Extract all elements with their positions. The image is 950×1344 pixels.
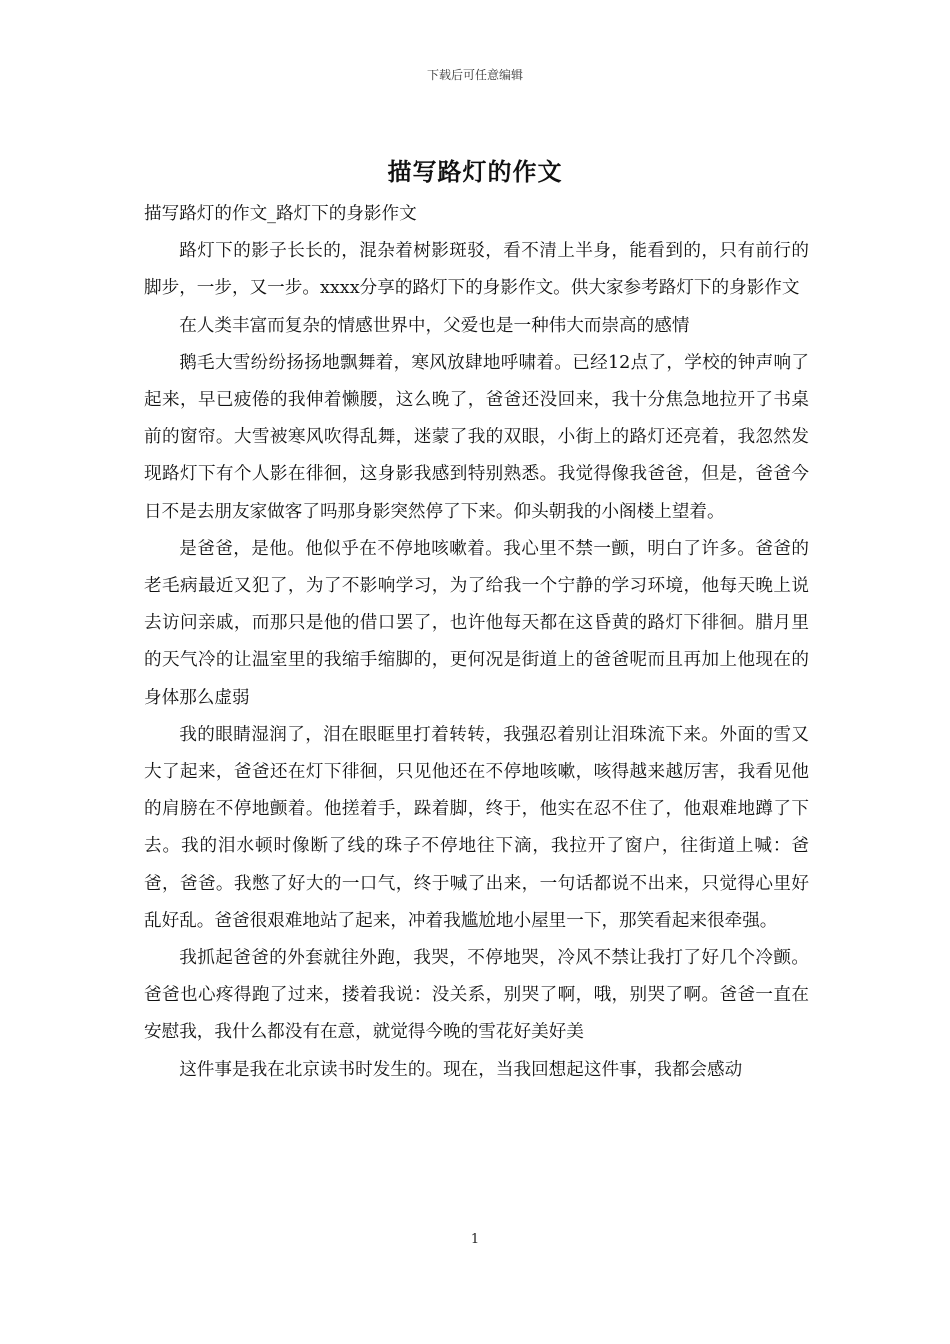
document-title: 描写路灯的作文	[387, 157, 563, 186]
paragraph-snow-night: 鹅毛大雪纷纷扬扬地飘舞着，寒风放肆地呼啸着。已经12点了，学校的钟声响了起来，早已疲倦的我伸着懒腰，这么晚了，爸爸还没回来，我十分焦急地拉开了书桌前的窗帘。大雪被寒风吹得乱舞，迷蒙了我的双眼，小街上的路灯还亮着，我忽然发现路灯下有个人影在徘徊，这身影我感到特别熟悉。我觉得像我爸爸，但是，爸爸今日不是去朋友家做客了吗那身影突然停了下来。仰头朝我的小阁楼上望着。	[144, 352, 809, 522]
paragraph-theme: 在人类丰富而复杂的情感世界中，父爱也是一种伟大而崇高的感情	[179, 315, 690, 336]
paragraph-father-cough: 是爸爸，是他。他似乎在不停地咳嗽着。我心里不禁一颤，明白了许多。爸爸的老毛病最近又犯了，为了不影响学习，为了给我一个宁静的学习环境，他每天晚上说去访问亲戚，而那只是他的借口罢了，也许他每天都在这昏黄的路灯下徘徊。腊月里的天气冷的让温室里的我缩手缩脚的，更何况是街道上的爸爸呢而且再加上他现在的身体那么虚弱	[144, 538, 809, 708]
document-body	[144, 196, 809, 1089]
page-number: 1	[470, 1232, 480, 1247]
paragraph-intro: 路灯下的影子长长的，混杂着树影斑驳，看不清上半身，能看到的，只有前行的脚步，一步，又一步。xxxx分享的路灯下的身影作文。供大家参考路灯下的身影作文	[144, 241, 809, 299]
document-subtitle: 描写路灯的作文_路灯下的身影作文	[144, 204, 417, 224]
page-header: 下载后可任意编辑	[426, 68, 523, 82]
paragraph-reflection: 这件事是我在北京读书时发生的。现在，当我回想起这件事，我都会感动	[179, 1059, 743, 1080]
paragraph-tears: 我的眼睛湿润了，泪在眼眶里打着转转，我强忍着别让泪珠流下来。外面的雪又大了起来，爸爸还在灯下徘徊，只见他还在不停地咳嗽，咳得越来越厉害，我看见他的肩膀在不停地颤着。他搓着手，跺着脚，终于，他实在忍不住了，他艰难地蹲了下去。我的泪水顿时像断了线的珠子不停地往下滴，我拉开了窗户，往街道上喊：爸爸，爸爸。我憋了好大的一口气，终于喊了出来，一句话都说不出来，只觉得心里好乱好乱。爸爸很艰难地站了起来，冲着我尴尬地小屋里一下，那笑看起来很牵强。	[144, 724, 809, 931]
paragraph-embrace: 我抓起爸爸的外套就往外跑，我哭，不停地哭，冷风不禁让我打了好几个冷颤。爸爸也心疼得跑了过来，搂着我说：没关系，别哭了啊，哦，别哭了啊。爸爸一直在安慰我，我什么都没有在意，就觉得今晚的雪花好美好美	[144, 948, 809, 1043]
